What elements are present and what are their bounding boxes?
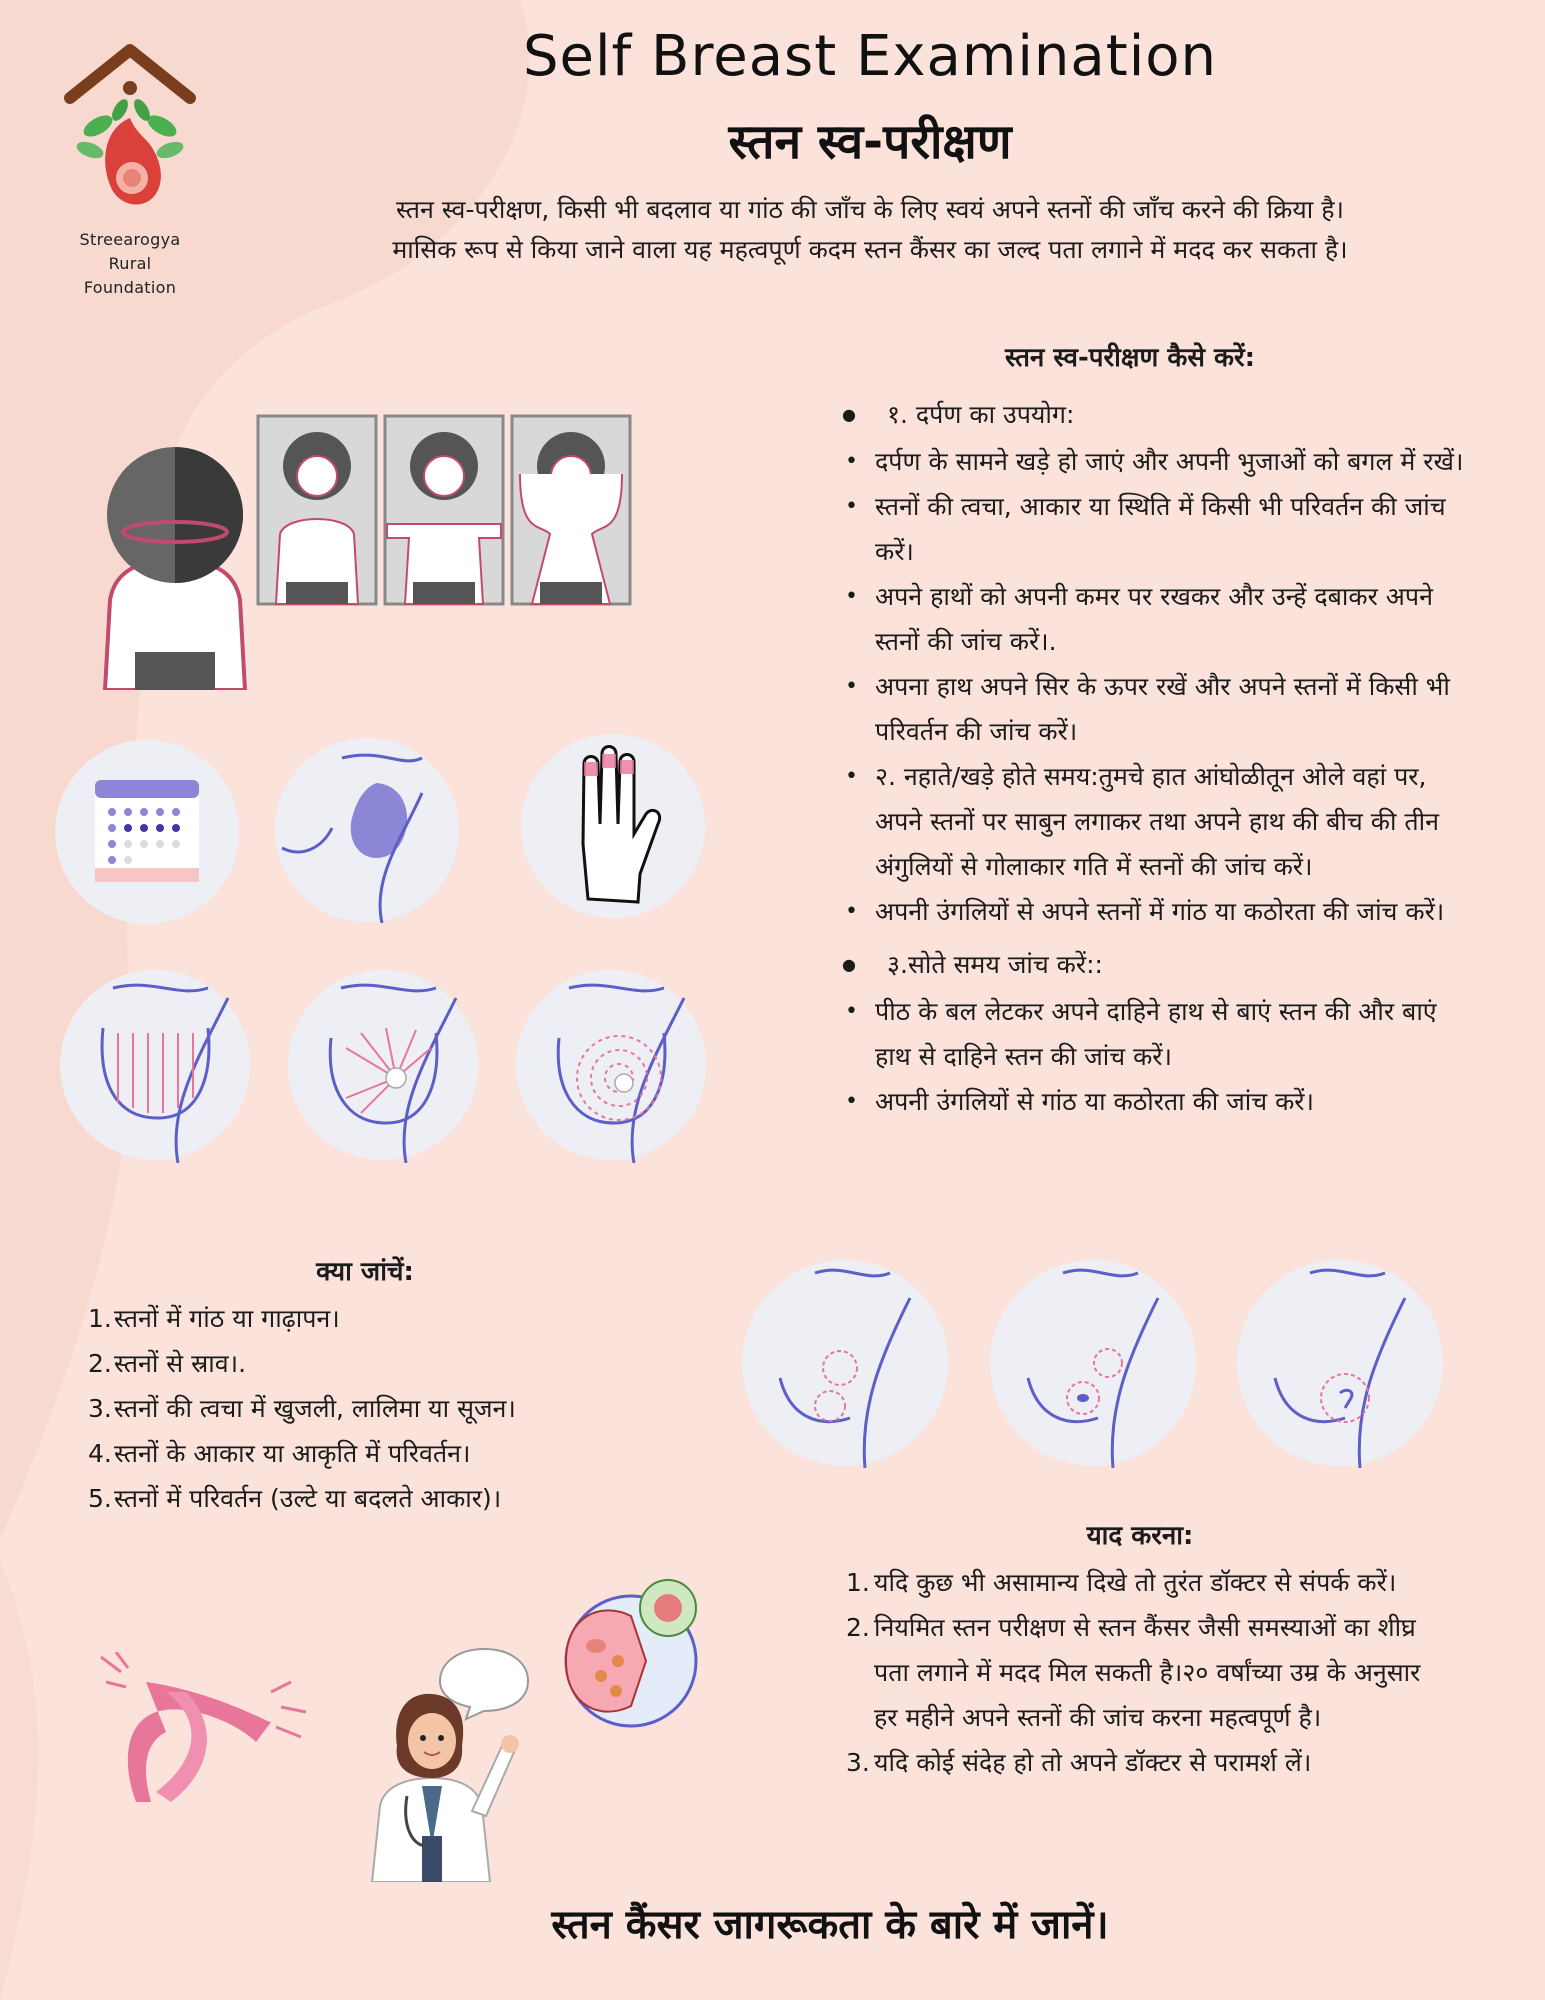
lump-check-illustration-3 (1235, 1258, 1445, 1468)
lump-check-illustration-1 (740, 1258, 950, 1468)
howto-list (845, 392, 1465, 1124)
list-item: 2. स्तनों से स्राव।. (88, 1349, 247, 1378)
list-item: • अपनी उंगलियों से गांठ या कठोरता की जांच करें। (845, 1079, 1465, 1124)
list-item: 1. यदि कुछ भी असामान्य दिखे तो तुरंत डॉक्टर से संपर्क करें। (846, 1568, 1397, 1597)
vertical-strip-pattern-icon (58, 968, 253, 1163)
breast-highlight-icon (272, 738, 462, 923)
intro-paragraph: स्तन स्व-परीक्षण, किसी भी बदलाव या गांठ की जाँच के लिए स्वयं अपने स्तनों की जाँच करने की क्रिया है। मासिक रूप से किया जाने वाला यह महत्वपूर्ण कदम स्तन कैंसर का जल्द पता लगाने में मदद कर सकता है। (392, 195, 1348, 264)
list-item: 1. स्तनों में गांठ या गाढ़ापन। (88, 1304, 340, 1333)
remember-heading: याद करना: (1086, 1521, 1194, 1551)
footer-awareness-text: स्तन कैंसर जागरूकता के बारे में जानें। (551, 1902, 1109, 1948)
list-item: • २. नहाते/खड़े होते समय:तुमचे हात आंघोळीतून ओले वहां पर, अपने स्तनों पर साबुन लगाकर तथा अपने हाथ की बीच की तीन अंगुलियों से गोलाकार गति में स्तनों की जांच करें। (845, 754, 1465, 889)
logo (55, 40, 205, 300)
list-item: 4. स्तनों के आकार या आकृति में परिवर्तन। (88, 1439, 471, 1468)
breast-tissue-diagram-icon (556, 1576, 698, 1736)
three-fingers-icon (518, 734, 708, 919)
logo-line-2: Rural (108, 254, 152, 273)
list-item: 2. नियमित स्तन परीक्षण से स्तन कैंसर जैसी समस्याओं का शीघ्र पता लगाने में मदद मिल सकती है।२० वर्षांच्या उम्र के अनुसार हर महीने अपने स्तनों की जांच करना महत्वपूर्ण है। (846, 1613, 1421, 1732)
mirror-frame-2 (385, 416, 503, 604)
page-title-english: Self Breast Examination (522, 24, 1217, 89)
radial-pattern-icon (286, 968, 481, 1163)
list-item: 3. स्तनों की त्वचा में खुजली, लालिमा या सूजन। (88, 1394, 516, 1423)
howto-heading: स्तन स्व-परीक्षण कैसे करें: (1005, 343, 1255, 373)
list-item: • पीठ के बल लेटकर अपने दाहिने हाथ से बाएं स्तन की और बाएं हाथ से दाहिने स्तन की जांच करें। (845, 989, 1465, 1079)
circular-pattern-icon (514, 968, 709, 1163)
logo-line-1: Streearogya (79, 230, 181, 249)
list-item: 5. स्तनों में परिवर्तन (उल्टे या बदलते आकार)। (88, 1484, 502, 1513)
logo-line-3: Foundation (83, 278, 177, 297)
mirror-frame-1 (258, 416, 376, 604)
pink-ribbon-icon (96, 1652, 316, 1812)
page-title-hindi: स्तन स्व-परीक्षण (728, 114, 1012, 170)
doctor-illustration (352, 1686, 528, 1882)
mirror-frame-3 (512, 416, 630, 604)
woman-back-view-illustration (100, 440, 250, 690)
logo-house-icon (60, 40, 200, 220)
list-item: 3. यदि कोई संदेह हो तो अपने डॉक्टर से परामर्श लें। (846, 1748, 1312, 1777)
list-item: • स्तनों की त्वचा, आकार या स्थिति में किसी भी परिवर्तन की जांच करें। (845, 484, 1465, 574)
calendar-icon (52, 740, 242, 925)
list-item: • अपना हाथ अपने सिर के ऊपर रखें और अपने स्तनों में किसी भी परिवर्तन की जांच करें। (845, 664, 1465, 754)
check-list (88, 1296, 648, 1521)
howto-step-heading-1: ● १. दर्पण का उपयोग: (845, 392, 1465, 437)
list-item: • अपनी उंगलियों से अपने स्तनों में गांठ या कठोरता की जांच करें। (845, 889, 1465, 934)
mirror-pose-illustrations (256, 414, 632, 606)
check-heading: क्या जांचें: (316, 1257, 414, 1287)
howto-step-heading-3: ● ३.सोते समय जांच करें:: (845, 942, 1465, 987)
list-item: • अपने हाथों को अपनी कमर पर रखकर और उन्हें दबाकर अपने स्तनों की जांच करें।. (845, 574, 1465, 664)
remember-list (846, 1560, 1426, 1785)
list-item: • दर्पण के सामने खड़े हो जाएं और अपनी भुजाओं को बगल में रखें। (845, 439, 1465, 484)
lump-check-illustration-2 (988, 1258, 1198, 1468)
